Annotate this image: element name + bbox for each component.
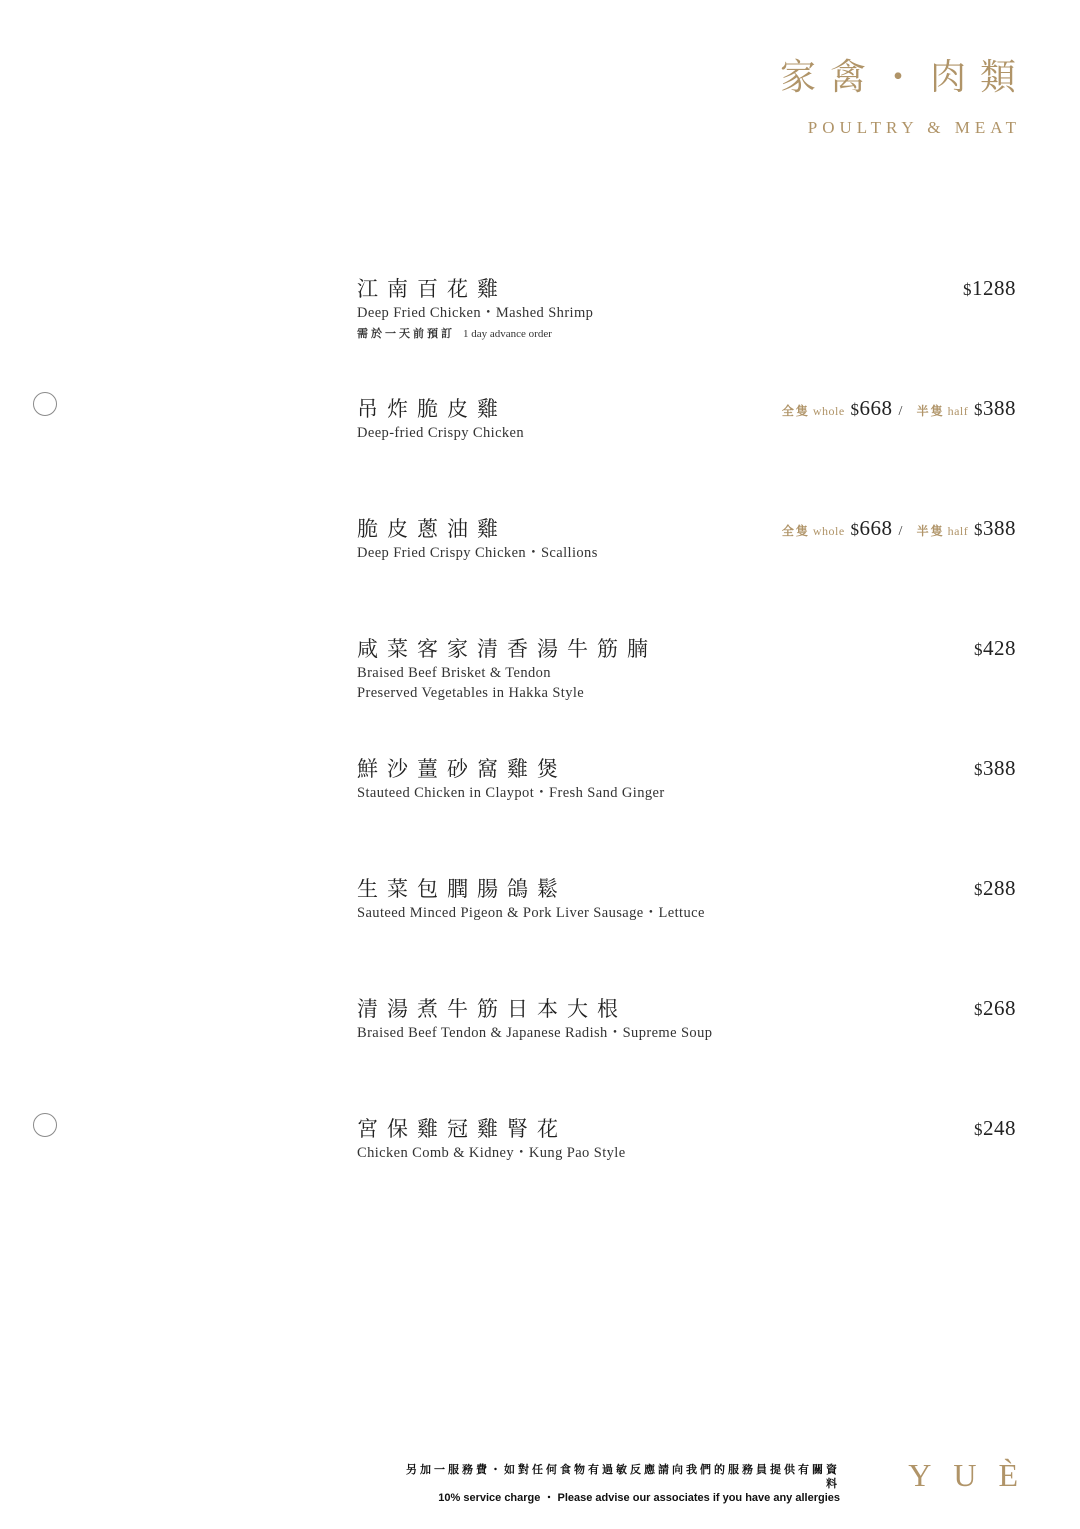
- footer-notice-en: 10% service charge ・ Please advise our associates if you have any allergies: [438, 1492, 840, 1504]
- menu-item: [357, 755, 1016, 875]
- currency-symbol: $: [974, 1120, 983, 1139]
- currency-symbol: $: [974, 760, 983, 779]
- footer-notice: [400, 1463, 840, 1505]
- dish-price: [963, 276, 1016, 301]
- dish-price: [974, 876, 1016, 901]
- dish-name-en: Deep Fried Crispy Chicken・Scallions: [357, 545, 598, 561]
- dish-name-en-line2: Preserved Vegetables in Hakka Style: [357, 685, 585, 701]
- dish-name-en: Deep Fried Chicken・Mashed Shrimp: [357, 305, 594, 321]
- note-zh: 需於一天前預訂: [357, 327, 455, 340]
- binder-hole-bottom: [33, 1113, 57, 1137]
- dish-price: 全隻 whole $668 / 半隻 half $388: [781, 516, 1016, 540]
- menu-item: [357, 635, 1016, 755]
- dish-price: [974, 1116, 1016, 1141]
- advance-order-note: [357, 325, 1016, 341]
- currency-symbol: $: [974, 400, 983, 419]
- currency-symbol: $: [974, 640, 983, 659]
- dish-price: [974, 756, 1016, 781]
- dish-name-en: Chicken Comb & Kidney・Kung Pao Style: [357, 1145, 626, 1161]
- dish-price: [974, 636, 1016, 661]
- dish-name-zh: 清湯煮牛筋日本大根: [357, 997, 627, 1021]
- dish-name-en: Braised Beef Tendon & Japanese Radish・Supreme Soup: [357, 1025, 713, 1041]
- currency-symbol: $: [850, 520, 860, 539]
- menu-items: [357, 275, 1016, 1235]
- section-title-en: POULTRY & MEAT: [807, 118, 1021, 137]
- brand-logo: YUÈ: [908, 1457, 1040, 1493]
- dish-name-en: Stauteed Chicken in Claypot・Fresh Sand Ginger: [357, 785, 665, 801]
- whole-tag: 全隻 whole: [781, 404, 845, 418]
- price-value: 248: [983, 1116, 1016, 1140]
- price-value: 428: [983, 636, 1016, 660]
- dish-name-zh: 脆皮蔥油雞: [357, 517, 507, 541]
- dish-name-en: Deep-fried Crispy Chicken: [357, 425, 525, 441]
- dish-price: 全隻 whole $668 / 半隻 half $388: [781, 396, 1016, 420]
- note-en: 1 day advance order: [463, 328, 552, 340]
- price-half: 388: [983, 516, 1016, 540]
- price-value: 288: [983, 876, 1016, 900]
- dish-name-zh: 江南百花雞: [357, 277, 507, 301]
- menu-item: [357, 275, 1016, 395]
- dish-name-en: Braised Beef Brisket & Tendon: [357, 665, 551, 681]
- price-value: 1288: [972, 276, 1016, 300]
- price-whole: 668: [859, 516, 893, 540]
- menu-item: [357, 875, 1016, 995]
- binder-hole-top: [33, 392, 57, 416]
- currency-symbol: $: [850, 400, 860, 419]
- dish-name-zh: 吊炸脆皮雞: [357, 397, 507, 421]
- section-title-zh: 家禽・肉類: [779, 57, 1030, 98]
- price-whole: 668: [859, 396, 893, 420]
- dish-name-zh: 鮮沙薑砂窩雞煲: [357, 757, 567, 781]
- menu-item: [357, 515, 1016, 635]
- menu-item: [357, 1115, 1016, 1235]
- whole-tag: 全隻 whole: [781, 524, 845, 538]
- price-value: 388: [983, 756, 1016, 780]
- currency-symbol: $: [963, 280, 972, 299]
- section-header: [779, 52, 1030, 138]
- dish-name-en: Sauteed Minced Pigeon & Pork Liver Sausage・Lettuce: [357, 905, 705, 921]
- dish-name-zh: 生菜包膶腸鴿鬆: [357, 877, 567, 901]
- half-tag: 半隻 half: [916, 524, 969, 538]
- dish-price: [974, 996, 1016, 1021]
- menu-item: [357, 395, 1016, 515]
- price-value: 268: [983, 996, 1016, 1020]
- price-half: 388: [983, 396, 1016, 420]
- currency-symbol: $: [974, 1000, 983, 1019]
- dish-name-zh: 咸菜客家清香湯牛筋腩: [357, 637, 657, 661]
- footer-notice-zh: 另加一服務費・如對任何食物有過敏反應請向我們的服務員提供有關資料: [406, 1464, 840, 1490]
- half-tag: 半隻 half: [916, 404, 969, 418]
- currency-symbol: $: [974, 880, 983, 899]
- dish-name-zh: 宮保雞冠雞腎花: [357, 1117, 567, 1141]
- menu-item: [357, 995, 1016, 1115]
- currency-symbol: $: [974, 520, 983, 539]
